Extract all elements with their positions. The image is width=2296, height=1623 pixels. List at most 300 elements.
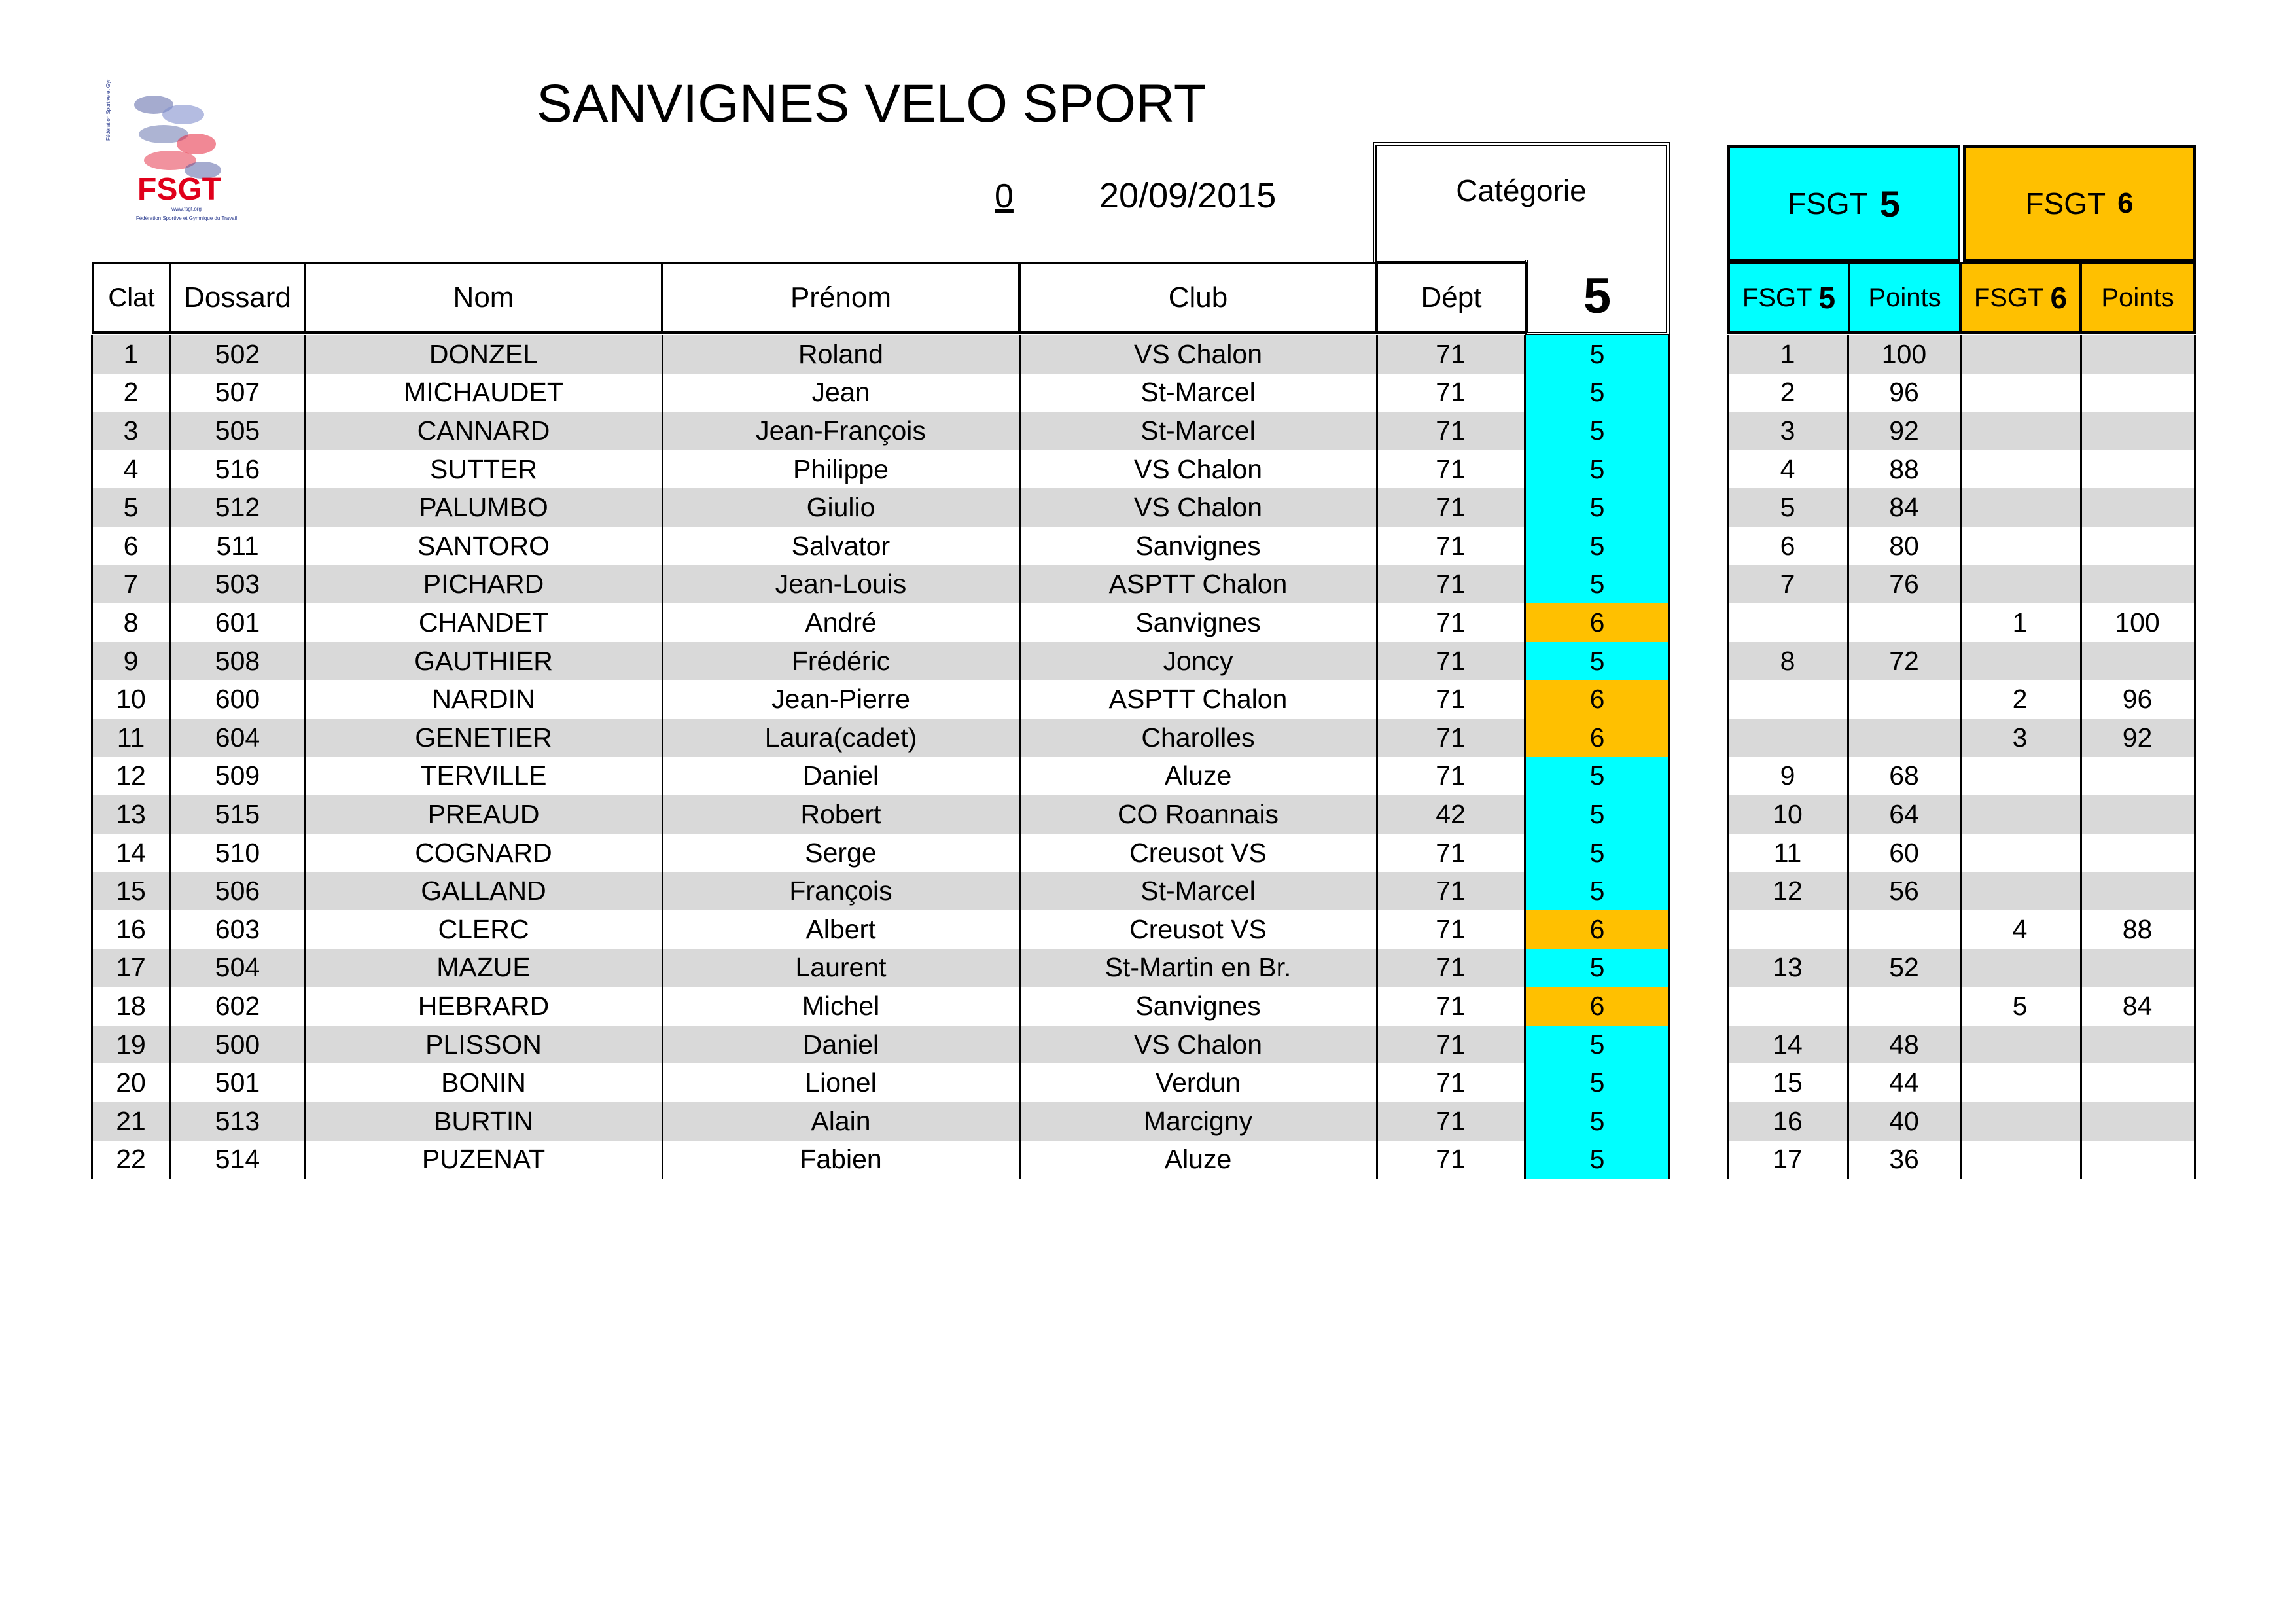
header-fsgt5-label: FSGT <box>1742 283 1812 312</box>
cell-categorie: 5 <box>1525 834 1670 872</box>
table-row <box>92 603 1669 642</box>
cell-p6 <box>2079 1102 2195 1141</box>
cell-prenom: Lionel <box>805 1067 877 1098</box>
cell-categorie: 6 <box>1525 719 1670 757</box>
table-row <box>92 450 1669 489</box>
cell-nom: PALUMBO <box>419 492 548 523</box>
cell-dept: 71 <box>1436 338 1466 369</box>
cell-p6 <box>2079 335 2195 374</box>
cell-clat: 7 <box>123 569 139 599</box>
cell-clat: 9 <box>123 645 139 676</box>
cell-clat: 19 <box>116 1029 146 1060</box>
cell-categorie: 5 <box>1525 488 1670 527</box>
cell-p6 <box>2079 949 2195 988</box>
cell-f5: 12 <box>1773 876 1803 906</box>
cell-prenom: Laura(cadet) <box>764 722 917 753</box>
cell-dept: 71 <box>1436 760 1466 791</box>
cell-categorie: 5 <box>1525 527 1670 565</box>
cell-p5: 60 <box>1889 837 1919 868</box>
cell-dossard: 604 <box>215 722 260 753</box>
cell-categorie: 5 <box>1525 412 1670 450</box>
cell-p6 <box>2079 757 2195 796</box>
cell-prenom: Albert <box>805 914 876 944</box>
table-row <box>92 527 1669 565</box>
cell-prenom: Jean-Pierre <box>771 684 910 715</box>
cell-f5: 16 <box>1773 1105 1803 1136</box>
grid-line <box>2080 335 2082 1179</box>
cell-prenom: Jean <box>811 377 870 408</box>
table-row <box>92 642 1669 681</box>
header-points6: Points <box>2079 262 2196 334</box>
logo-caption: Fédération Sportive et Gymnique du Travail <box>105 79 111 141</box>
cell-dossard: 508 <box>215 645 260 676</box>
cell-f6 <box>1960 834 2079 872</box>
cell-dossard: 505 <box>215 415 260 446</box>
cell-club: St-Marcel <box>1140 415 1256 446</box>
cell-dept: 71 <box>1436 530 1466 561</box>
grid-line <box>304 335 306 1179</box>
cell-club: Sanvignes <box>1135 990 1261 1021</box>
cell-nom: MICHAUDET <box>404 377 563 408</box>
cell-clat: 13 <box>116 798 146 829</box>
table-row <box>92 1102 1669 1141</box>
cell-f5 <box>1727 910 1848 949</box>
cell-club: Creusot VS <box>1129 837 1267 868</box>
cell-f5 <box>1727 680 1848 719</box>
cell-categorie: 5 <box>1525 795 1670 834</box>
cell-club: Marcigny <box>1143 1105 1253 1136</box>
cell-f6: 2 <box>2012 684 2028 715</box>
cell-categorie: 6 <box>1525 603 1670 642</box>
cell-prenom: Fabien <box>800 1144 882 1175</box>
table-row <box>92 488 1669 527</box>
cell-p6 <box>2079 488 2195 527</box>
cell-nom: PUZENAT <box>421 1144 546 1175</box>
cell-club: Joncy <box>1163 645 1233 676</box>
header-points5: Points <box>1848 262 1962 334</box>
cell-clat: 14 <box>116 837 146 868</box>
cell-prenom: Michel <box>802 990 880 1021</box>
cell-f5: 10 <box>1773 798 1803 829</box>
cell-p5: 80 <box>1889 530 1919 561</box>
cell-f6 <box>1960 565 2079 604</box>
cell-prenom: Laurent <box>795 952 887 983</box>
cell-dossard: 509 <box>215 760 260 791</box>
cell-f5: 6 <box>1780 530 1795 561</box>
cell-nom: TERVILLE <box>420 760 547 791</box>
cell-categorie: 5 <box>1525 1063 1670 1102</box>
cell-f5: 11 <box>1773 837 1802 868</box>
cell-f6 <box>1960 1141 2079 1179</box>
cell-prenom: Philippe <box>793 454 889 484</box>
cell-dossard: 501 <box>215 1067 260 1098</box>
cell-club: St-Martin en Br. <box>1104 952 1292 983</box>
cell-clat: 3 <box>123 415 139 446</box>
cell-f5: 9 <box>1780 760 1795 791</box>
grid-line <box>1960 335 1962 1179</box>
fsgt6-number: 6 <box>2117 187 2134 219</box>
cell-clat: 4 <box>123 454 139 484</box>
header-fsgt6-num: 6 <box>2050 281 2068 315</box>
cell-f6 <box>1960 642 2079 681</box>
cell-p6 <box>2079 450 2195 489</box>
cell-club: VS Chalon <box>1133 492 1262 523</box>
table-row <box>92 795 1669 834</box>
cell-f5 <box>1727 603 1848 642</box>
cell-clat: 17 <box>116 952 146 983</box>
cell-dossard: 601 <box>215 607 260 637</box>
table-row <box>92 987 1669 1026</box>
cell-dept: 71 <box>1436 569 1466 599</box>
cell-p5: 76 <box>1889 569 1919 599</box>
cell-categorie: 5 <box>1525 757 1670 796</box>
cell-clat: 6 <box>123 530 139 561</box>
cell-dept: 71 <box>1436 377 1466 408</box>
cell-nom: SUTTER <box>430 454 537 484</box>
header-dept: Dépt <box>1375 262 1527 334</box>
cell-p5: 96 <box>1889 377 1919 408</box>
cell-nom: BONIN <box>441 1067 526 1098</box>
categorie-value: 5 <box>1525 260 1670 336</box>
cell-club: Creusot VS <box>1129 914 1267 944</box>
cell-p5: 52 <box>1889 952 1919 983</box>
cell-dossard: 502 <box>215 338 260 369</box>
cell-prenom: Giulio <box>806 492 875 523</box>
cell-club: Sanvignes <box>1135 607 1261 637</box>
cell-prenom: Serge <box>805 837 877 868</box>
cell-nom: COGNARD <box>415 837 552 868</box>
cell-dossard: 510 <box>215 837 260 868</box>
cell-dossard: 500 <box>215 1029 260 1060</box>
categorie-label: Catégorie <box>1456 173 1587 207</box>
fsgt5-header <box>1727 145 1960 262</box>
cell-p6 <box>2079 872 2195 910</box>
cell-categorie: 5 <box>1525 1026 1670 1064</box>
table-row <box>92 949 1669 988</box>
fsgt6-label: FSGT <box>2025 187 2106 221</box>
cell-categorie: 5 <box>1525 642 1670 681</box>
cell-nom: PREAUD <box>427 798 540 829</box>
cell-p6: 88 <box>2122 914 2153 944</box>
cell-f6: 5 <box>2012 990 2028 1021</box>
cell-prenom: Frédéric <box>791 645 891 676</box>
cell-f6 <box>1960 527 2079 565</box>
cell-dept: 71 <box>1436 607 1466 637</box>
cell-p5: 100 <box>1881 338 1927 369</box>
cell-dept: 42 <box>1436 798 1466 829</box>
cell-clat: 21 <box>116 1105 146 1136</box>
cell-p6 <box>2079 374 2195 412</box>
fsgt5-number: 5 <box>1879 183 1900 224</box>
cell-dossard: 503 <box>215 569 260 599</box>
cell-f5: 8 <box>1780 645 1795 676</box>
grid-line <box>1524 335 1526 1179</box>
cell-prenom: François <box>789 876 892 906</box>
cell-p5: 64 <box>1889 798 1919 829</box>
cell-nom: CHANDET <box>418 607 549 637</box>
grid-line <box>169 335 171 1179</box>
cell-p6: 84 <box>2122 990 2153 1021</box>
cell-p6 <box>2079 1063 2195 1102</box>
cell-dossard: 504 <box>215 952 260 983</box>
race-date: 20/09/2015 <box>1099 176 1277 215</box>
cell-clat: 20 <box>116 1067 146 1098</box>
cell-clat: 22 <box>116 1144 146 1175</box>
cell-club: ASPTT Chalon <box>1108 569 1288 599</box>
cell-p5: 40 <box>1889 1105 1919 1136</box>
cell-p6 <box>2079 412 2195 450</box>
cell-f5: 3 <box>1780 415 1795 446</box>
cell-club: VS Chalon <box>1133 338 1262 369</box>
cell-nom: GAUTHIER <box>414 645 553 676</box>
cell-dossard: 507 <box>215 377 260 408</box>
cell-nom: NARDIN <box>432 684 535 715</box>
header-club: Club <box>1018 262 1378 334</box>
cell-categorie: 6 <box>1525 987 1670 1026</box>
cell-prenom: Robert <box>800 798 881 829</box>
cell-club: VS Chalon <box>1133 1029 1262 1060</box>
cell-categorie: 6 <box>1525 680 1670 719</box>
cell-clat: 10 <box>116 684 146 715</box>
cell-f6 <box>1960 1102 2079 1141</box>
cell-club: St-Marcel <box>1140 876 1256 906</box>
cell-f6 <box>1960 1026 2079 1064</box>
cell-dossard: 511 <box>216 530 259 561</box>
cell-f6 <box>1960 450 2079 489</box>
cell-prenom: Daniel <box>802 760 879 791</box>
header-fsgt6 <box>1959 262 2082 334</box>
cell-f5: 14 <box>1773 1029 1803 1060</box>
cell-p6 <box>2079 834 2195 872</box>
cell-prenom: Daniel <box>802 1029 879 1060</box>
cell-p6 <box>2079 527 2195 565</box>
cell-clat: 15 <box>116 876 146 906</box>
cell-prenom: Alain <box>811 1105 871 1136</box>
cell-f6: 4 <box>2012 914 2028 944</box>
race-number: 0 <box>995 177 1014 215</box>
fsgt-logo <box>98 79 262 229</box>
cell-f5: 17 <box>1773 1144 1803 1175</box>
cell-f6 <box>1960 795 2079 834</box>
cell-f6 <box>1960 412 2079 450</box>
cell-nom: HEBRARD <box>417 990 550 1021</box>
cell-dept: 71 <box>1436 1105 1466 1136</box>
cell-f6 <box>1960 1063 2079 1102</box>
cell-nom: DONZEL <box>429 338 539 369</box>
fsgt5-label: FSGT <box>1788 187 1868 221</box>
cell-dept: 71 <box>1436 722 1466 753</box>
cell-dept: 71 <box>1436 684 1466 715</box>
table-row <box>92 335 1669 374</box>
cell-p5: 88 <box>1889 454 1919 484</box>
cell-p5 <box>1848 603 1960 642</box>
cell-prenom: Salvator <box>791 530 891 561</box>
cell-p6: 100 <box>2115 607 2160 637</box>
cell-club: Aluze <box>1164 760 1232 791</box>
cell-categorie: 5 <box>1525 450 1670 489</box>
cell-dept: 71 <box>1436 952 1466 983</box>
cell-f6 <box>1960 335 2079 374</box>
cell-dept: 71 <box>1436 492 1466 523</box>
grid-line <box>1668 335 1670 1179</box>
cell-club: Aluze <box>1164 1144 1232 1175</box>
cell-p5 <box>1848 680 1960 719</box>
cell-f6: 1 <box>2012 607 2028 637</box>
cell-dept: 71 <box>1436 645 1466 676</box>
cell-p5: 92 <box>1889 415 1919 446</box>
cell-p5 <box>1848 719 1960 757</box>
cell-nom: CANNARD <box>417 415 550 446</box>
table-row <box>92 872 1669 910</box>
logo-url: www.fsgt.org <box>171 206 202 212</box>
grid-line <box>1727 335 1729 1179</box>
cell-dossard: 515 <box>215 798 260 829</box>
table-row <box>92 1141 1669 1179</box>
cell-p6 <box>2079 565 2195 604</box>
cell-categorie: 5 <box>1525 565 1670 604</box>
cell-clat: 5 <box>123 492 139 523</box>
cell-club: Verdun <box>1156 1067 1241 1098</box>
cell-clat: 12 <box>116 760 146 791</box>
cell-prenom: Jean-François <box>756 415 926 446</box>
cell-p6 <box>2079 1026 2195 1064</box>
cell-nom: PLISSON <box>425 1029 542 1060</box>
cell-clat: 8 <box>123 607 139 637</box>
header-dossard: Dossard <box>169 262 306 334</box>
cell-categorie: 5 <box>1525 1102 1670 1141</box>
cell-p5: 72 <box>1889 645 1919 676</box>
cell-f5 <box>1727 987 1848 1026</box>
table-row <box>92 757 1669 796</box>
cell-dept: 71 <box>1436 1144 1466 1175</box>
cell-dept: 71 <box>1436 876 1466 906</box>
cell-dossard: 513 <box>215 1105 260 1136</box>
cell-prenom: Jean-Louis <box>775 569 907 599</box>
cell-dept: 71 <box>1436 837 1466 868</box>
header-fsgt5-num: 5 <box>1818 281 1836 315</box>
cell-dept: 71 <box>1436 454 1466 484</box>
cell-f5: 15 <box>1773 1067 1803 1098</box>
table-row <box>92 565 1669 604</box>
header-nom: Nom <box>304 262 663 334</box>
cell-p5: 48 <box>1889 1029 1919 1060</box>
grid-line <box>1019 335 1021 1179</box>
cell-club: ASPTT Chalon <box>1108 684 1288 715</box>
categorie-box <box>1373 142 1670 265</box>
grid-line <box>1376 335 1378 1179</box>
grid-line <box>1847 335 1849 1179</box>
header-fsgt6-label: FSGT <box>1973 283 2044 312</box>
cell-f5: 7 <box>1780 569 1795 599</box>
cell-f5 <box>1727 719 1848 757</box>
cell-f6: 3 <box>2012 722 2028 753</box>
table-row <box>92 834 1669 872</box>
cell-categorie: 5 <box>1525 335 1670 374</box>
cell-dossard: 512 <box>215 492 260 523</box>
cell-dossard: 600 <box>215 684 260 715</box>
cell-f6 <box>1960 757 2079 796</box>
fsgt6-header <box>1963 145 2196 262</box>
cell-nom: GALLAND <box>421 876 546 906</box>
cell-p5: 36 <box>1889 1144 1919 1175</box>
cell-categorie: 5 <box>1525 1141 1670 1179</box>
cell-prenom: André <box>805 607 877 637</box>
cell-categorie: 6 <box>1525 910 1670 949</box>
page-title: SANVIGNES VELO SPORT <box>537 74 1207 134</box>
cell-prenom: Roland <box>798 338 883 369</box>
cell-dossard: 602 <box>215 990 260 1021</box>
cell-p5 <box>1848 987 1960 1026</box>
grid-line <box>662 335 663 1179</box>
cell-f6 <box>1960 872 2079 910</box>
cell-club: St-Marcel <box>1140 377 1256 408</box>
cell-dossard: 603 <box>215 914 260 944</box>
cell-p6 <box>2079 795 2195 834</box>
cell-p6: 96 <box>2122 684 2153 715</box>
cell-f6 <box>1960 949 2079 988</box>
header-clat: Clat <box>92 262 171 334</box>
logo-subcaption: Fédération Sportive et Gymnique du Travail <box>135 215 238 221</box>
cell-dept: 71 <box>1436 1029 1466 1060</box>
cell-f5: 2 <box>1780 377 1795 408</box>
cell-dept: 71 <box>1436 1067 1466 1098</box>
cell-club: Charolles <box>1141 722 1255 753</box>
cell-f6 <box>1960 488 2079 527</box>
cell-clat: 18 <box>116 990 146 1021</box>
cell-p5: 84 <box>1889 492 1919 523</box>
cell-dossard: 506 <box>215 876 260 906</box>
cell-nom: GENETIER <box>415 722 552 753</box>
cell-p5 <box>1848 910 1960 949</box>
cell-f5: 1 <box>1780 338 1795 369</box>
cell-f6 <box>1960 374 2079 412</box>
cell-nom: MAZUE <box>436 952 531 983</box>
cell-categorie: 5 <box>1525 872 1670 910</box>
header-prenom: Prénom <box>661 262 1021 334</box>
cell-club: CO Roannais <box>1117 798 1279 829</box>
cell-dossard: 516 <box>215 454 260 484</box>
cell-p6 <box>2079 642 2195 681</box>
table-row <box>92 680 1669 719</box>
cell-club: Sanvignes <box>1135 530 1261 561</box>
cell-club: VS Chalon <box>1133 454 1262 484</box>
cell-nom: SANTORO <box>417 530 550 561</box>
cell-clat: 16 <box>116 914 146 944</box>
cell-p5: 44 <box>1889 1067 1919 1098</box>
cell-categorie: 5 <box>1525 374 1670 412</box>
cell-clat: 2 <box>123 377 139 408</box>
grid-line <box>2194 335 2196 1179</box>
table-row <box>92 1026 1669 1064</box>
cell-categorie: 5 <box>1525 949 1670 988</box>
cell-clat: 1 <box>123 338 139 369</box>
cell-p5: 68 <box>1889 760 1919 791</box>
cell-p5: 56 <box>1889 876 1919 906</box>
grid-line <box>91 335 93 1179</box>
logo-text: FSGT <box>137 172 221 207</box>
cell-dept: 71 <box>1436 990 1466 1021</box>
cell-nom: BURTIN <box>434 1105 533 1136</box>
header-fsgt5 <box>1727 262 1850 334</box>
cell-p6 <box>2079 1141 2195 1179</box>
table-row <box>92 1063 1669 1102</box>
cell-dossard: 514 <box>215 1144 260 1175</box>
cell-nom: PICHARD <box>423 569 544 599</box>
table-row <box>92 374 1669 412</box>
cell-f5: 5 <box>1780 492 1795 523</box>
table-row <box>92 719 1669 757</box>
cell-dept: 71 <box>1436 914 1466 944</box>
